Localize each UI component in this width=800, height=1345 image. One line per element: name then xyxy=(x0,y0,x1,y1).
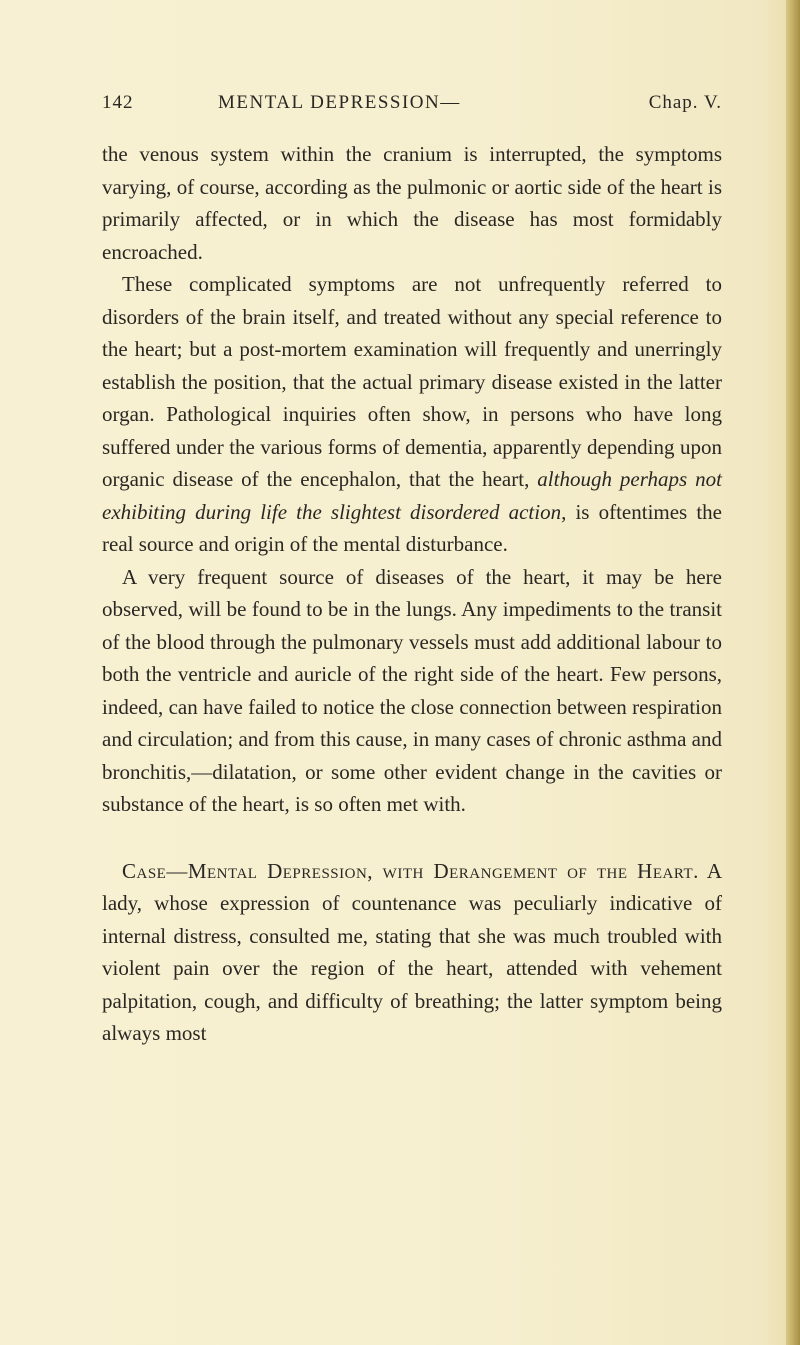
paragraph-1: the venous system within the cranium is interrupted, the symptoms varying, of course, according as the pulmonic or aortic side of the heart is primarily affected, or in which the disease has most formidably encroached. xyxy=(102,142,722,264)
paragraph-2-start: These complicated symptoms are not unfrequently referred to disorders of the brain itself, and treated without any special reference to the heart; but a post-mortem examination will frequently and unerringly establish the position, that the actual primary disease existed in the latter organ. Pathological inquiries often show, in persons who have long suffered under the various forms of dementia, apparently depending upon organic disease of the encephalon, that the heart, xyxy=(102,272,722,491)
paragraph-4 xyxy=(102,855,722,1050)
body-text xyxy=(102,138,722,1050)
running-title: MENTAL DEPRESSION— xyxy=(218,92,461,113)
paragraph-2-end: is oftentimes the real source and origin of the mental disturbance. xyxy=(102,499,722,556)
page-number: 142 xyxy=(102,92,134,113)
paragraph-3: A very frequent source of diseases of the heart, it may be here observed, will be found to be in the lungs. Any impediments to the transit of the blood through the pulmonary vessels must add additional labour to both the ventricle and auricle of the right side of the heart. Few persons, indeed, can have failed to notice the close connection between respiration and circulation; and from this cause, in many cases of chronic asthma and bronchitis,—dilatation, or some other evident change in the cavities or substance of the heart, is so often met with. xyxy=(102,564,722,816)
case-text: A lady, whose expression of countenance was peculiarly indicative of internal distress, consulted me, stating that she was much troubled with violent pain over the region of the heart, attended with vehement palpitation, cough, and difficulty of breathing; the latter symptom being always most xyxy=(102,858,723,1045)
chapter-label: Chap. V. xyxy=(648,92,722,113)
case-heading: Case—Mental Depression, with Derangement of the Heart. xyxy=(122,858,699,883)
paragraph-2-italic: although perhaps not exhibiting during life the slightest disordered action, xyxy=(102,467,722,524)
page-edge xyxy=(786,0,800,1345)
running-header xyxy=(102,92,722,122)
paragraph-2 xyxy=(102,268,722,561)
